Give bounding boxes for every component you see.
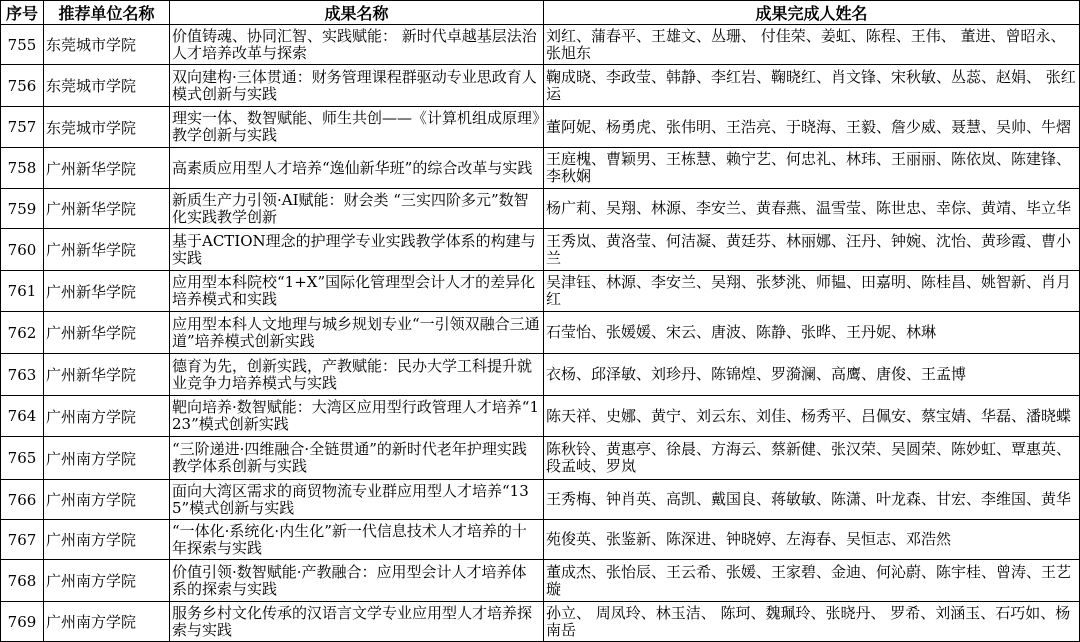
- row-recommending-unit: 广州新华学院: [44, 189, 170, 229]
- row-serial-number: 756: [1, 65, 44, 107]
- row-achievement-name: 理实一体、数智赋能、师生共创——《计算机组成原理》教学创新与实践: [170, 107, 544, 148]
- row-achievement-name: “三阶递进·四维融合·全链贯通”的新时代老年护理实践教学体系创新与实践: [170, 437, 544, 480]
- row-recommending-unit: 广州新华学院: [44, 148, 170, 189]
- row-achievement-name: 新质生产力引领·AI赋能：财会类 “三实四阶多元”数智化实践教学创新: [170, 189, 544, 229]
- row-serial-number: 768: [1, 560, 44, 602]
- row-achievement-name: 服务乡村文化传承的汉语言文学专业应用型人才培养探索与实践: [170, 602, 544, 642]
- table-row: [1, 25, 1080, 65]
- table-row: [1, 480, 1080, 520]
- table-header: [1, 1, 1080, 25]
- row-recommending-unit: 广州南方学院: [44, 602, 170, 642]
- header-achievement-name: 成果名称: [170, 1, 544, 25]
- row-achievement-name: “一体化·系统化·内生化”新一代信息技术人才培养的十年探索与实践: [170, 520, 544, 560]
- row-serial-number: 767: [1, 520, 44, 560]
- row-achievement-name: 高素质应用型人才培养“逸仙新华班”的综合改革与实践: [170, 148, 544, 189]
- table-row: [1, 312, 1080, 354]
- row-serial-number: 764: [1, 396, 44, 437]
- row-recommending-unit: 广州南方学院: [44, 520, 170, 560]
- row-recommending-unit: 东莞城市学院: [44, 65, 170, 107]
- table-row: [1, 229, 1080, 271]
- row-serial-number: 755: [1, 25, 44, 65]
- row-contributors: 刘红、蒲春平、王雄文、丛珊、 付佳荣、姜虹、陈程、王伟、 董进、曾昭永、张旭东: [544, 25, 1080, 65]
- row-achievement-name: 德育为先，创新实践，产教赋能：民办大学工科提升就业竞争力培养模式与实践: [170, 354, 544, 396]
- row-achievement-name: 应用型本科院校“1+X”国际化管理型会计人才的差异化培养模式和实践: [170, 271, 544, 312]
- row-achievement-name: 应用型本科人文地理与城乡规划专业“一引领双融合三通道”培养模式创新实践: [170, 312, 544, 354]
- row-contributors: 苑俊英、张鉴新、陈深进、钟晓婷、左海春、吴恒志、邓浩然: [544, 520, 1080, 560]
- row-serial-number: 761: [1, 271, 44, 312]
- header-contributors: 成果完成人姓名: [544, 1, 1080, 25]
- row-achievement-name: 双向建构·三体贯通：财务管理课程群驱动专业思政育人模式创新与实践: [170, 65, 544, 107]
- row-contributors: 吴津钰、林源、李安兰、吴翔、张梦洮、师韫、田嘉明、陈桂昌、姚智新、肖月红: [544, 271, 1080, 312]
- row-contributors: 孙立、 周凤玲、林玉洁、 陈珂、魏珮玲、张晓丹、 罗希、刘涵玉、石巧如、杨南岳: [544, 602, 1080, 642]
- table-row: [1, 189, 1080, 229]
- row-contributors: 王庭槐、曹颖男、王栋慧、赖宁艺、何忠礼、林玮、王丽丽、陈依岚、陈建锋、李秋娴: [544, 148, 1080, 189]
- table-row: [1, 354, 1080, 396]
- row-recommending-unit: 广州南方学院: [44, 480, 170, 520]
- table-row: [1, 148, 1080, 189]
- row-achievement-name: 价值引领·数智赋能·产教融合：应用型会计人才培养体系的探索与实践: [170, 560, 544, 602]
- table-row: [1, 107, 1080, 148]
- row-contributors: 陈天祥、史娜、黄宁、刘云东、刘佳、杨秀平、吕佩安、蔡宝婧、华磊、潘晓蝶: [544, 396, 1080, 437]
- row-contributors: 衣杨、邱泽敏、刘珍丹、陈锦煌、罗漪澜、高鹰、唐俊、王孟博: [544, 354, 1080, 396]
- header-recommending-unit: 推荐单位名称: [44, 1, 170, 25]
- row-contributors: 陈秋铃、黄惠亭、徐晨、方海云、蔡新健、张汉荣、吴圆荣、陈妙虹、覃惠英、段孟岐、罗岚: [544, 437, 1080, 480]
- row-achievement-name: 靶向培养·数智赋能：大湾区应用型行政管理人才培养“123”模式创新实践: [170, 396, 544, 437]
- row-serial-number: 758: [1, 148, 44, 189]
- header-serial-number: 序号: [1, 1, 44, 25]
- table-row: [1, 560, 1080, 602]
- row-recommending-unit: 广州南方学院: [44, 437, 170, 480]
- row-serial-number: 765: [1, 437, 44, 480]
- row-serial-number: 769: [1, 602, 44, 642]
- row-recommending-unit: 广州新华学院: [44, 229, 170, 271]
- row-recommending-unit: 广州南方学院: [44, 560, 170, 602]
- row-serial-number: 763: [1, 354, 44, 396]
- table-row: [1, 271, 1080, 312]
- row-achievement-name: 面向大湾区需求的商贸物流专业群应用型人才培养“135”模式创新与实践: [170, 480, 544, 520]
- row-recommending-unit: 广州新华学院: [44, 354, 170, 396]
- row-contributors: 王秀岚、黄洛莹、何洁凝、黄廷芬、林丽娜、汪丹、钟婉、沈怡、黄珍霞、曹小兰: [544, 229, 1080, 271]
- row-serial-number: 760: [1, 229, 44, 271]
- table-body: [1, 25, 1080, 642]
- row-recommending-unit: 东莞城市学院: [44, 25, 170, 65]
- row-contributors: 董阿妮、杨勇虎、张伟明、王浩亮、于晓海、王毅、詹少威、聂慧、吴帅、牛熠: [544, 107, 1080, 148]
- row-serial-number: 759: [1, 189, 44, 229]
- table-row: [1, 602, 1080, 642]
- row-contributors: 石莹怡、张媛媛、宋云、唐波、陈静、张晔、王丹妮、林琳: [544, 312, 1080, 354]
- row-achievement-name: 价值铸魂、协同汇智、实践赋能： 新时代卓越基层法治人才培养改革与探索: [170, 25, 544, 65]
- row-serial-number: 757: [1, 107, 44, 148]
- row-contributors: 董成杰、张怡辰、王云希、张媛、王家碧、金迪、何沁蔚、陈宇桂、曾涛、王艺璇: [544, 560, 1080, 602]
- table-row: [1, 437, 1080, 480]
- row-serial-number: 762: [1, 312, 44, 354]
- table-row: [1, 65, 1080, 107]
- table-row: [1, 520, 1080, 560]
- row-contributors: 杨广莉、吴翔、林源、李安兰、黄春燕、温雪莹、陈世忠、幸倧、黄靖、毕立华: [544, 189, 1080, 229]
- row-recommending-unit: 广州南方学院: [44, 396, 170, 437]
- row-achievement-name: 基于ACTION理念的护理学专业实践教学体系的构建与实践: [170, 229, 544, 271]
- row-serial-number: 766: [1, 480, 44, 520]
- row-contributors: 王秀梅、钟肖英、高凯、戴国良、蒋敏敏、陈潇、叶龙森、甘宏、李维国、黄华: [544, 480, 1080, 520]
- row-recommending-unit: 广州新华学院: [44, 271, 170, 312]
- row-recommending-unit: 广州新华学院: [44, 312, 170, 354]
- row-contributors: 鞠成晓、李政莹、韩静、李红岩、鞠晓红、肖文锋、宋秋敏、丛蕊、赵娟、 张红运: [544, 65, 1080, 107]
- table-row: [1, 396, 1080, 437]
- row-recommending-unit: 东莞城市学院: [44, 107, 170, 148]
